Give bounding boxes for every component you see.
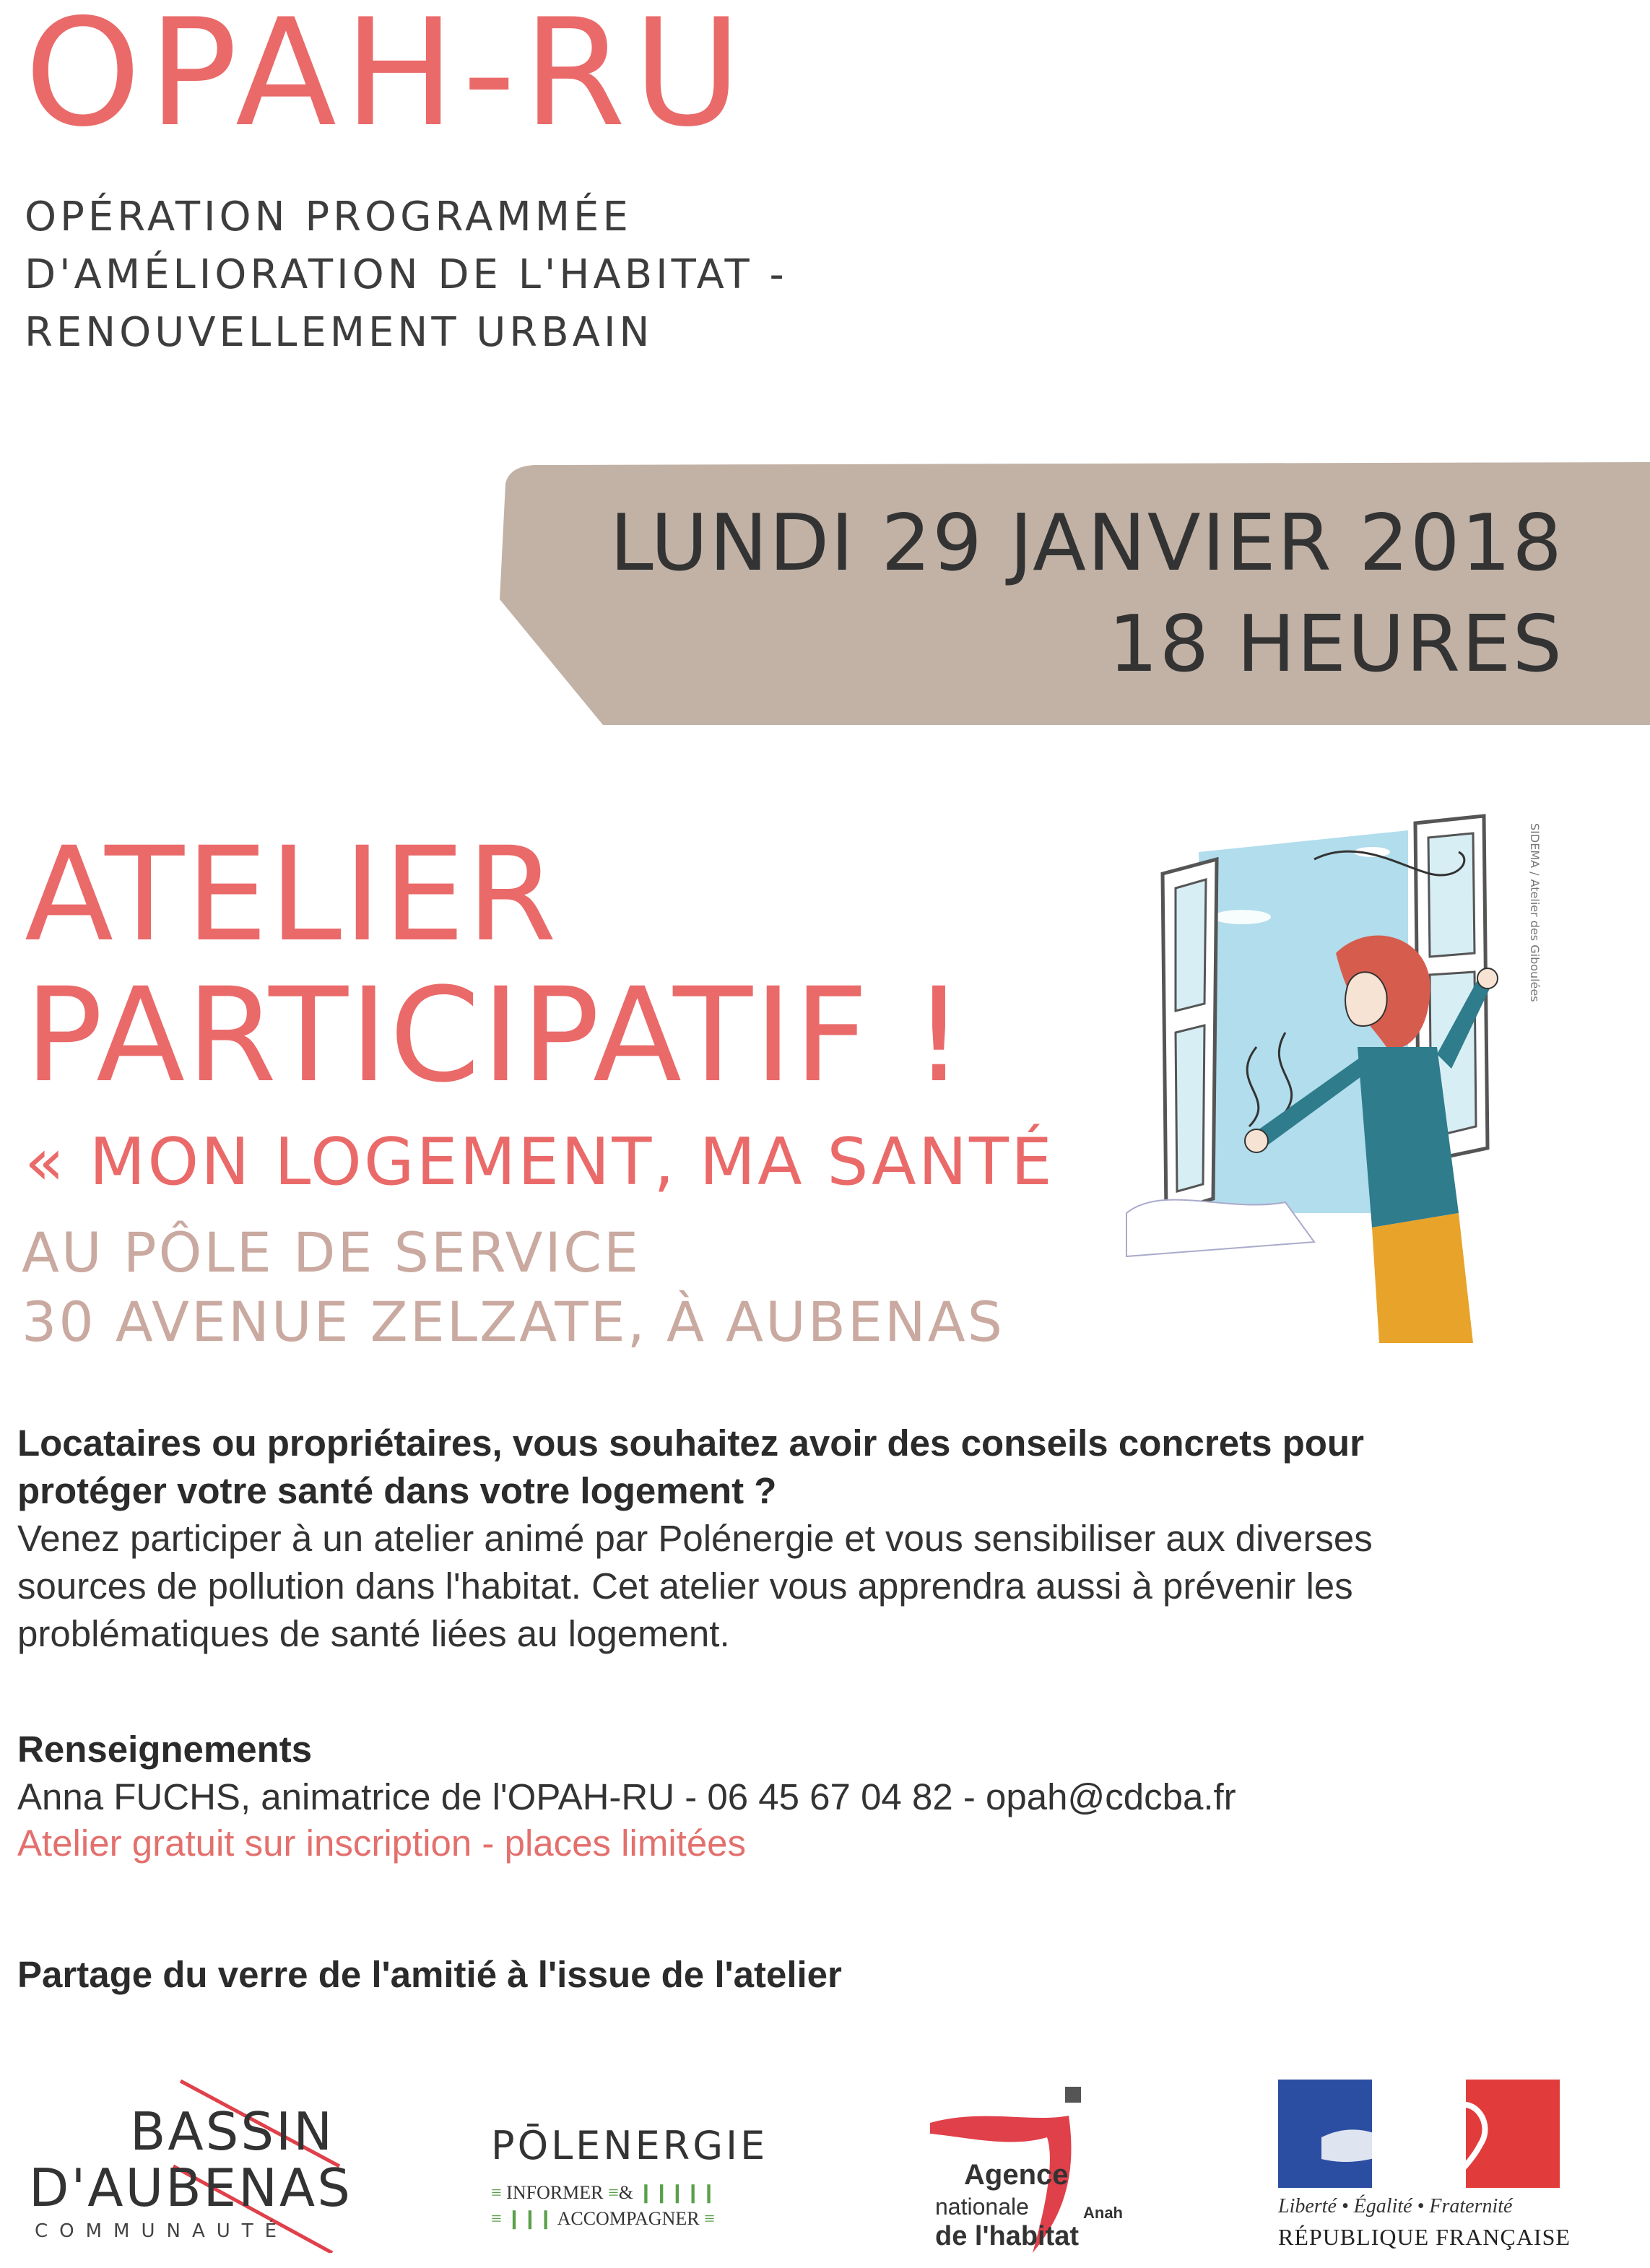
subtitle-line-2: D'AMÉLIORATION DE L'HABITAT - — [25, 251, 788, 298]
event-date: LUNDI 29 JANVIER 2018 — [609, 498, 1563, 588]
intro-desc-line-2: sources de pollution dans l'habitat. Cet atelier vous apprendra aussi à prévenir les — [17, 1565, 1353, 1607]
contact-line: Anna FUCHS, animatrice de l'OPAH-RU - 06 45 67 04 82 - opah@cdcba.fr — [17, 1776, 1236, 1817]
polenergie-name: PŌLENERGIE — [491, 2123, 768, 2168]
intro-question-line-2: protéger votre santé dans votre logement ? — [17, 1470, 777, 1511]
republique-francaise-logo — [1278, 2080, 1571, 2256]
event-time: 18 HEURES — [1108, 599, 1563, 690]
venue-line-2: 30 AVENUE ZELZATE, À AUBENAS — [22, 1290, 1005, 1354]
window-woman-illustration — [1098, 809, 1545, 1343]
polenergie-tag-2: ≡ ❙❙❙ ACCOMPAGNER ≡ — [491, 2208, 715, 2229]
bassin-aubenas-logo — [29, 2072, 404, 2253]
bassin-line-1: BASSIN — [130, 2101, 335, 2162]
marianne-flag-icon — [1278, 2080, 1560, 2188]
info-heading: Renseignements — [17, 1729, 313, 1770]
anah-line-1: Agence — [964, 2159, 1069, 2191]
workshop-title-line-2: PARTICIPATIF ! — [25, 960, 967, 1111]
republic-motto: Liberté • Égalité • Fraternité — [1278, 2195, 1513, 2217]
venue-line-1: AU PÔLE DE SERVICE — [22, 1220, 641, 1285]
intro-desc-line-3: problématiques de santé liées au logement. — [17, 1613, 730, 1654]
anah-abbr: Anah — [1083, 2204, 1123, 2222]
polenergie-logo — [491, 2094, 768, 2238]
workshop-title-line-1: ATELIER — [25, 820, 559, 970]
footer-note: Partage du verre de l'amitié à l'issue de l'atelier — [17, 1954, 842, 1995]
subtitle-line-1: OPÉRATION PROGRAMMÉE — [25, 194, 632, 240]
illustration-credit: SIDEMA / Atelier des Giboulées — [1528, 823, 1542, 1002]
anah-line-3: de l'habitat — [935, 2221, 1080, 2251]
anah-line-2: nationale — [935, 2194, 1029, 2220]
workshop-theme: « MON LOGEMENT, MA SANTÉ — [25, 1124, 1054, 1200]
bassin-line-2: D'AUBENAS — [29, 2158, 352, 2218]
republic-name: RÉPUBLIQUE FRANÇAISE — [1278, 2224, 1571, 2250]
free-notice: Atelier gratuit sur inscription - places limitées — [17, 1822, 747, 1864]
intro-question-line-1: Locataires ou propriétaires, vous souhaitez avoir des conseils concrets pour — [17, 1422, 1364, 1464]
subtitle-line-3: RENOUVELLEMENT URBAIN — [25, 309, 654, 356]
intro-desc-line-1: Venez participer à un atelier animé par Polénergie et vous sensibiliser aux diverses — [17, 1518, 1373, 1559]
main-title: OPAH-RU — [25, 0, 749, 160]
anah-logo — [924, 2080, 1141, 2253]
polenergie-tag-1: ≡ INFORMER ≡& ❙❙❙❙❙ — [491, 2182, 717, 2203]
bassin-line-3: COMMUNAUTÉ — [35, 2220, 289, 2242]
